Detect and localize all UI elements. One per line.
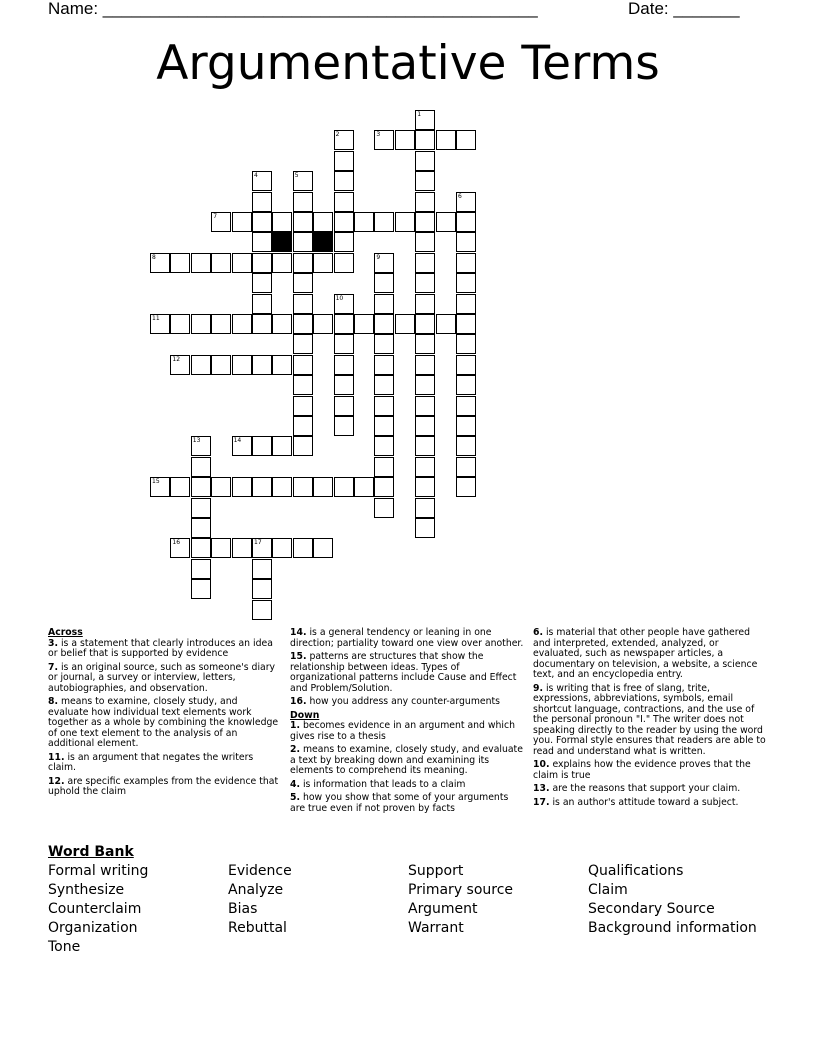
grid-cell[interactable] — [415, 375, 435, 395]
grid-cell[interactable] — [415, 436, 435, 456]
grid-cell[interactable] — [374, 457, 394, 477]
grid-cell[interactable] — [232, 212, 252, 232]
grid-cell[interactable] — [272, 436, 292, 456]
grid-cell[interactable] — [293, 334, 313, 354]
clue-number: 13 — [192, 437, 201, 445]
header — [48, 0, 748, 20]
grid-cell[interactable] — [293, 416, 313, 436]
grid-cell[interactable] — [272, 314, 292, 334]
grid-cell[interactable] — [252, 294, 272, 314]
grid-cell[interactable] — [374, 436, 394, 456]
clue-number: 10 — [335, 294, 344, 302]
clue-column-2 — [290, 628, 526, 817]
grid-cell[interactable] — [415, 273, 435, 293]
grid-cell[interactable] — [436, 212, 456, 232]
grid-cell[interactable] — [293, 436, 313, 456]
grid-cell[interactable] — [436, 130, 456, 150]
grid-cell[interactable] — [191, 498, 211, 518]
grid-cell[interactable] — [211, 538, 231, 558]
grid-cell[interactable] — [252, 355, 272, 375]
across-heading: Across — [48, 627, 83, 638]
grid-cell[interactable] — [354, 314, 374, 334]
black-square — [272, 232, 292, 252]
clue-down-9: 9. is writing that is free of slang, trite, expressions, abbreviations, symbols, email shortcut language, contractions, and the use of the personal pronoun "I." The writer does not speaking directly to the reader by using the word you. Formal style ensures that readers are able to read and understand what is written. — [533, 682, 766, 757]
grid-cell[interactable] — [456, 436, 476, 456]
grid-cell[interactable] — [293, 232, 313, 252]
clue-down-17: 17. is an author's attitude toward a subject. — [533, 796, 739, 808]
grid-cell[interactable] — [334, 477, 354, 497]
grid-cell[interactable] — [334, 416, 354, 436]
clue-number: 16 — [172, 539, 181, 547]
grid-cell[interactable] — [395, 212, 415, 232]
clue-number: 5 — [294, 172, 299, 180]
grid-cell[interactable] — [415, 498, 435, 518]
grid-cell[interactable] — [191, 579, 211, 599]
grid-cell[interactable] — [415, 518, 435, 538]
grid-cell[interactable] — [272, 538, 292, 558]
grid-cell[interactable] — [272, 212, 292, 232]
date-line: Date: _______ — [628, 0, 740, 18]
clue-down-6: 6. is material that other people have gathered and interpreted, extended, analyzed, or evaluated, such as newspaper articles, a documentary on television, a website, a science text, and an encyclopedia entry. — [533, 627, 758, 680]
grid-cell[interactable] — [272, 477, 292, 497]
word-bank-item: Bias — [228, 901, 258, 917]
word-bank-column-3 — [408, 862, 513, 938]
grid-cell[interactable] — [252, 314, 272, 334]
grid-cell[interactable] — [232, 477, 252, 497]
grid-cell[interactable] — [456, 355, 476, 375]
grid-cell[interactable] — [374, 396, 394, 416]
grid-cell[interactable] — [170, 477, 190, 497]
grid-cell[interactable] — [313, 538, 333, 558]
grid-cell[interactable] — [191, 314, 211, 334]
grid-cell[interactable] — [374, 314, 394, 334]
clue-across-3: 3. is a statement that clearly introduces an idea or belief that is supported by evidence — [48, 637, 273, 659]
word-bank-item: Organization — [48, 920, 138, 936]
clue-down-4: 4. is information that leads to a claim — [290, 778, 466, 790]
grid-cell[interactable] — [211, 314, 231, 334]
clue-number: 12 — [172, 355, 181, 363]
word-bank-item: Background information — [588, 920, 757, 936]
black-square — [313, 232, 333, 252]
grid-cell[interactable] — [313, 477, 333, 497]
grid-cell[interactable] — [191, 253, 211, 273]
word-bank-column-4 — [588, 862, 757, 938]
grid-cell[interactable] — [456, 294, 476, 314]
grid-cell[interactable] — [334, 314, 354, 334]
grid-cell[interactable] — [436, 314, 456, 334]
grid-cell[interactable] — [334, 232, 354, 252]
clue-across-14: 14. is a general tendency or leaning in one direction; partiality toward one view over another. — [290, 627, 524, 649]
grid-cell[interactable] — [456, 273, 476, 293]
clue-number: 1 — [417, 111, 422, 118]
grid-cell[interactable] — [252, 232, 272, 252]
clue-across-12: 12. are specific examples from the evidence that uphold the claim — [48, 775, 279, 797]
grid-cell[interactable] — [191, 477, 211, 497]
grid-cell[interactable] — [374, 375, 394, 395]
grid-cell[interactable] — [313, 212, 333, 232]
clue-down-13: 13. are the reasons that support your claim. — [533, 783, 741, 794]
grid-cell[interactable] — [374, 273, 394, 293]
word-bank-item: Support — [408, 863, 464, 879]
clue-number: 3 — [376, 131, 381, 139]
grid-cell[interactable] — [293, 355, 313, 375]
grid-cell[interactable] — [374, 477, 394, 497]
grid-cell[interactable] — [293, 294, 313, 314]
grid-cell[interactable] — [293, 314, 313, 334]
word-bank-item: Warrant — [408, 920, 464, 936]
word-bank-column-1 — [48, 862, 148, 957]
grid-cell[interactable] — [252, 436, 272, 456]
word-bank-item: Formal writing — [48, 863, 149, 879]
word-bank-item: Rebuttal — [228, 920, 287, 936]
grid-cell[interactable] — [170, 253, 190, 273]
grid-cell[interactable] — [415, 192, 435, 212]
grid-cell[interactable] — [334, 151, 354, 171]
grid-cell[interactable] — [252, 559, 272, 579]
grid-cell[interactable] — [252, 600, 272, 620]
grid-cell[interactable] — [456, 416, 476, 436]
clue-number: 11 — [152, 315, 160, 322]
grid-cell[interactable] — [293, 538, 313, 558]
grid-cell[interactable] — [374, 416, 394, 436]
grid-cell[interactable] — [293, 192, 313, 212]
clue-number: 4 — [254, 172, 258, 180]
grid-cell[interactable] — [415, 416, 435, 436]
grid-cell[interactable] — [354, 212, 374, 232]
grid-cell[interactable] — [395, 314, 415, 334]
word-bank-item: Secondary Source — [588, 901, 715, 917]
grid-cell[interactable] — [293, 212, 313, 232]
clue-number: 7 — [213, 213, 218, 220]
grid-cell[interactable] — [293, 273, 313, 293]
grid-cell[interactable] — [374, 498, 394, 518]
grid-cell[interactable] — [211, 253, 231, 273]
clue-down-1: 1. becomes evidence in an argument and which gives rise to a thesis — [290, 720, 515, 742]
grid-cell[interactable] — [456, 232, 476, 252]
grid-cell[interactable] — [374, 294, 394, 314]
clue-number: 14 — [233, 437, 242, 445]
word-bank-item: Claim — [588, 882, 628, 898]
word-bank-title: Word Bank — [48, 844, 134, 860]
clue-down-10: 10. explains how the evidence proves that the claim is true — [533, 759, 751, 781]
grid-cell[interactable] — [272, 253, 292, 273]
clue-down-5: 5. how you show that some of your arguments are true even if not proven by facts — [290, 792, 509, 814]
grid-cell[interactable] — [415, 457, 435, 477]
grid-cell[interactable] — [293, 375, 313, 395]
grid-cell[interactable] — [334, 375, 354, 395]
clue-number: 6 — [458, 192, 462, 200]
grid-cell[interactable] — [456, 334, 476, 354]
grid-cell[interactable] — [252, 192, 272, 212]
grid-cell[interactable] — [415, 171, 435, 191]
grid-cell[interactable] — [456, 457, 476, 477]
grid-cell[interactable] — [293, 477, 313, 497]
grid-cell[interactable] — [232, 314, 252, 334]
grid-cell[interactable] — [456, 314, 476, 334]
grid-cell[interactable] — [170, 314, 190, 334]
clue-number: 8 — [152, 253, 156, 261]
word-bank-item: Argument — [408, 901, 478, 917]
grid-cell[interactable] — [211, 355, 231, 375]
grid-cell[interactable] — [191, 538, 211, 558]
grid-cell[interactable] — [456, 253, 476, 273]
grid-cell[interactable] — [415, 130, 435, 150]
clue-column-3 — [533, 628, 767, 811]
clue-across-11: 11. is an argument that negates the writers claim. — [48, 751, 254, 773]
clue-number: 17 — [254, 539, 262, 547]
word-bank-item: Counterclaim — [48, 901, 142, 917]
grid-cell[interactable] — [191, 559, 211, 579]
grid-cell[interactable] — [374, 355, 394, 375]
grid-cell[interactable] — [395, 130, 415, 150]
grid-cell[interactable] — [293, 396, 313, 416]
clue-number: 15 — [152, 478, 160, 486]
clue-number: 2 — [335, 131, 340, 139]
clue-across-8: 8. means to examine, closely study, and evaluate how individual text elements work together as a whole by combining the knowledge of one text element to the analysis of an additional element. — [48, 696, 279, 749]
grid-cell[interactable] — [272, 355, 292, 375]
grid-cell[interactable] — [334, 192, 354, 212]
word-bank-item: Analyze — [228, 882, 284, 898]
clue-across-16: 16. how you address any counter-arguments — [290, 696, 500, 707]
grid-cell[interactable] — [334, 171, 354, 191]
grid-cell[interactable] — [415, 232, 435, 252]
grid-cell[interactable] — [252, 579, 272, 599]
grid-cell[interactable] — [374, 212, 394, 232]
grid-cell[interactable] — [374, 334, 394, 354]
page-title: Argumentative Terms — [156, 36, 660, 91]
word-bank-item: Synthesize — [48, 882, 125, 898]
word-bank-item: Primary source — [408, 882, 514, 898]
grid-cell[interactable] — [415, 294, 435, 314]
grid-cell[interactable] — [191, 457, 211, 477]
clue-across-15: 15. patterns are structures that show the relationship between ideas. Types of organizational patterns include Cause and Effect and Problem/Solution. — [290, 651, 517, 694]
name-line: Name: ______________________________________________ — [48, 0, 538, 18]
grid-cell[interactable] — [191, 518, 211, 538]
grid-cell[interactable] — [456, 396, 476, 416]
grid-cell[interactable] — [415, 253, 435, 273]
grid-cell[interactable] — [293, 253, 313, 273]
grid-cell[interactable] — [456, 130, 476, 150]
clue-column-1 — [48, 628, 280, 801]
grid-cell[interactable] — [334, 253, 354, 273]
grid-cell[interactable] — [415, 334, 435, 354]
grid-cell[interactable] — [415, 212, 435, 232]
grid-cell[interactable] — [252, 273, 272, 293]
grid-cell[interactable] — [313, 253, 333, 273]
grid-cell[interactable] — [456, 212, 476, 232]
word-bank-item: Evidence — [228, 863, 292, 879]
clue-down-2: 2. means to examine, closely study, and evaluate a text by breaking down and examining its elements to comprehend its meaning. — [290, 744, 523, 776]
grid-cell[interactable] — [191, 355, 211, 375]
grid-cell[interactable] — [456, 477, 476, 497]
grid-cell[interactable] — [252, 477, 272, 497]
grid-cell[interactable] — [415, 396, 435, 416]
clue-number: 9 — [376, 253, 381, 261]
down-heading: Down — [290, 709, 320, 721]
clue-across-7: 7. is an original source, such as someone's diary or journal, a survey or interview, letters, autobiographies, and observation. — [48, 661, 276, 694]
grid-cell[interactable] — [415, 314, 435, 334]
grid-cell[interactable] — [334, 334, 354, 354]
grid-cell[interactable] — [211, 477, 231, 497]
grid-cell[interactable] — [415, 477, 435, 497]
grid-cell[interactable] — [313, 314, 333, 334]
grid-cell[interactable] — [232, 355, 252, 375]
word-bank-item: Tone — [48, 939, 81, 955]
grid-cell[interactable] — [415, 151, 435, 171]
grid-cell[interactable] — [252, 212, 272, 232]
grid-cell[interactable] — [252, 253, 272, 273]
grid-cell[interactable] — [232, 253, 252, 273]
grid-cell[interactable] — [232, 538, 252, 558]
word-bank-item: Qualifications — [588, 863, 684, 879]
grid-cell[interactable] — [354, 477, 374, 497]
grid-cell[interactable] — [456, 375, 476, 395]
grid-cell[interactable] — [334, 212, 354, 232]
grid-cell[interactable] — [415, 355, 435, 375]
word-bank-column-2 — [228, 862, 292, 938]
grid-cell[interactable] — [334, 355, 354, 375]
grid-cell[interactable] — [334, 396, 354, 416]
